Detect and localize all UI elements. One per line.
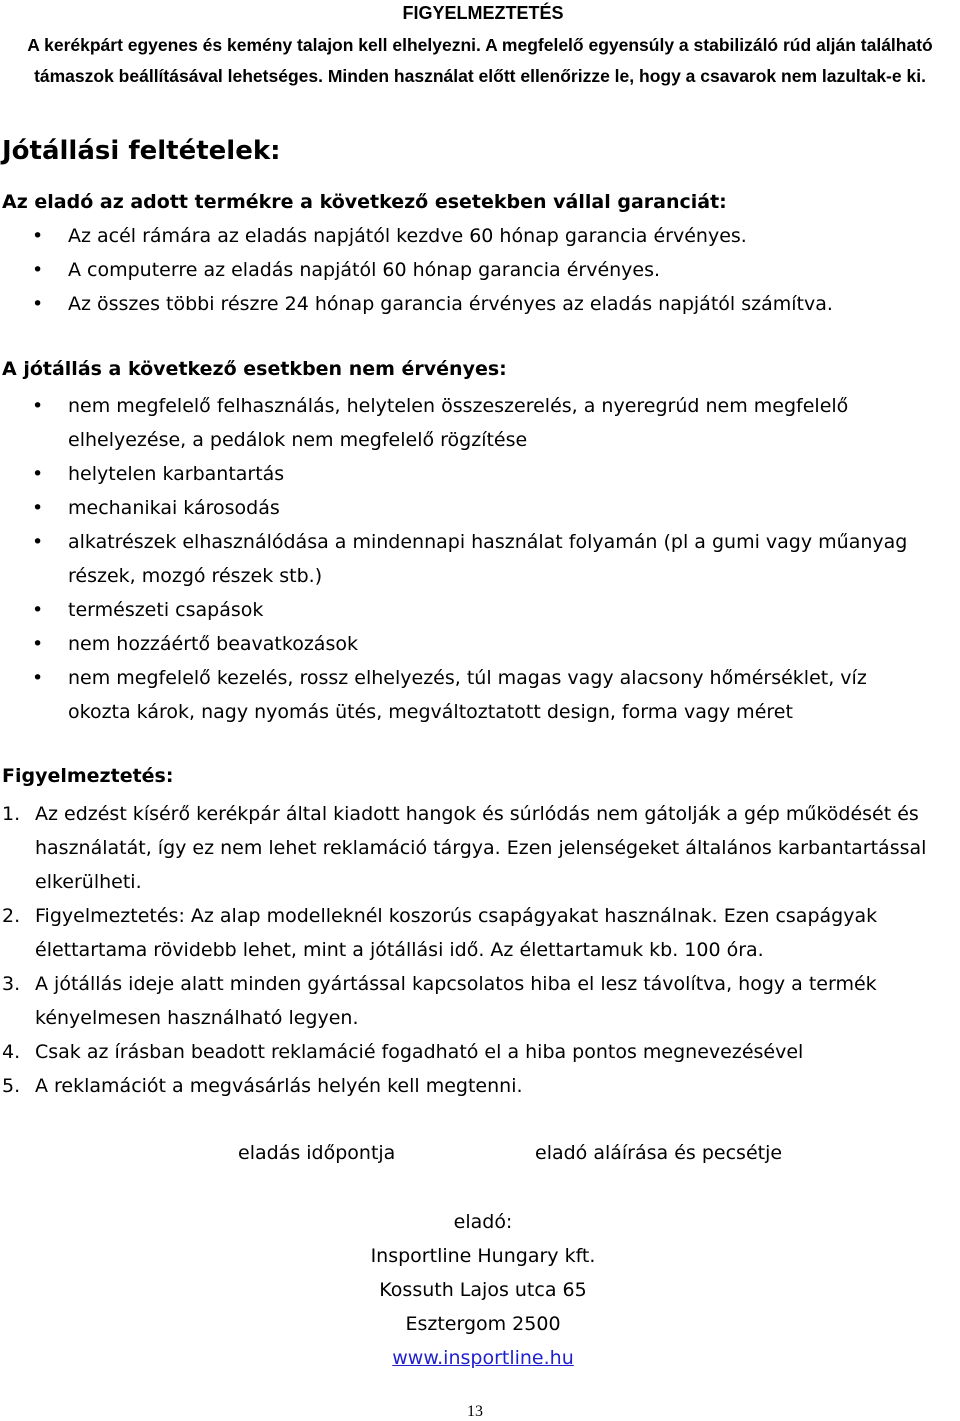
list-item <box>0 797 960 899</box>
seller-company: Insportline Hungary kft. <box>370 1245 596 1267</box>
list-item: • természeti csapások <box>0 593 960 627</box>
list-number: 5. <box>2 1075 21 1097</box>
notes-list <box>0 797 960 1103</box>
list-item <box>0 899 960 967</box>
list-number: 2. <box>2 905 21 927</box>
list-item: • A computerre az eladás napjától 60 hónap garancia érvényes. <box>0 253 960 287</box>
list-item: • nem megfelelő kezelés, rossz elhelyezés, túl magas vagy alacsony hőmérséklet, víz okozta károk, nagy nyomás ütés, megváltoztatott design, forma vagy méret <box>0 661 960 729</box>
list-number: 4. <box>2 1041 21 1063</box>
page-number: 13 <box>467 1403 483 1420</box>
invalid-list <box>0 389 960 729</box>
list-item <box>0 1035 960 1069</box>
notes-heading: Figyelmeztetés: <box>2 765 174 787</box>
guarantee-list <box>0 219 960 321</box>
list-item: • nem hozzáértő beavatkozások <box>0 627 960 661</box>
list-item <box>0 1069 960 1103</box>
list-item: • helytelen karbantartás <box>0 457 960 491</box>
list-number: 1. <box>2 803 21 825</box>
warranty-heading: Jótállási feltételek: <box>2 136 281 166</box>
list-text: Csak az írásban beadott reklamácié fogadható el a hiba pontos megnevezésével <box>35 1041 804 1063</box>
list-text: Figyelmeztetés: Az alap modelleknél koszorús csapágyakat használnak. Ezen csapágyak élettartama rövidebb lehet, mint a jótállási idő. Az élettartamuk kb. 100 óra. <box>35 905 878 961</box>
list-item: • Az acél rámára az eladás napjától kezdve 60 hónap garancia érvényes. <box>0 219 960 253</box>
sale-date-label: eladás időpontja <box>238 1142 396 1164</box>
seller-label: eladó: <box>453 1211 513 1233</box>
seller-signature-label: eladó aláírása és pecsétje <box>535 1142 783 1164</box>
list-number: 3. <box>2 973 21 995</box>
seller-street: Kossuth Lajos utca 65 <box>379 1279 587 1301</box>
list-item: • nem megfelelő felhasználás, helytelen összeszerelés, a nyeregrúd nem megfelelő elhelyezése, a pedálok nem megfelelő rögzítése <box>0 389 960 457</box>
list-item: • mechanikai károsodás <box>0 491 960 525</box>
guarantee-heading: Az eladó az adott termékre a következő esetekben vállal garanciát: <box>2 191 727 213</box>
list-item: • alkatrészek elhasználódása a mindennapi használat folyamán (pl a gumi vagy műanyag részek, mozgó részek stb.) <box>0 525 960 593</box>
warning-title: FIGYELMEZTETÉS <box>402 3 564 23</box>
list-text: A reklamációt a megvásárlás helyén kell megtenni. <box>35 1075 523 1097</box>
list-item <box>0 967 960 1035</box>
seller-city: Esztergom 2500 <box>405 1313 561 1335</box>
warning-text: A kerékpárt egyenes és kemény talajon kell elhelyezni. A megfelelő egyensúly a stabilizáló rúd alján található támaszok beállításával lehetséges. Minden használat előtt ellenőrizze le, hogy a csavarok nem lazultak-e ki. <box>27 35 933 86</box>
list-item: • Az összes többi részre 24 hónap garancia érvényes az eladás napjától számítva. <box>0 287 960 321</box>
seller-website-link[interactable]: www.insportline.hu <box>392 1347 574 1369</box>
list-text: Az edzést kísérő kerékpár által kiadott hangok és súrlódás nem gátolják a gép működését és használatát, így ez nem lehet reklamáció tárgya. Ezen jelenségeket általános karbantartással elkerülheti. <box>35 803 927 893</box>
list-text: A jótállás ideje alatt minden gyártással kapcsolatos hiba el lesz távolítva, hogy a termék kényelmesen használható legyen. <box>35 973 877 1029</box>
invalid-heading: A jótállás a következő esetkben nem érvényes: <box>2 358 507 380</box>
